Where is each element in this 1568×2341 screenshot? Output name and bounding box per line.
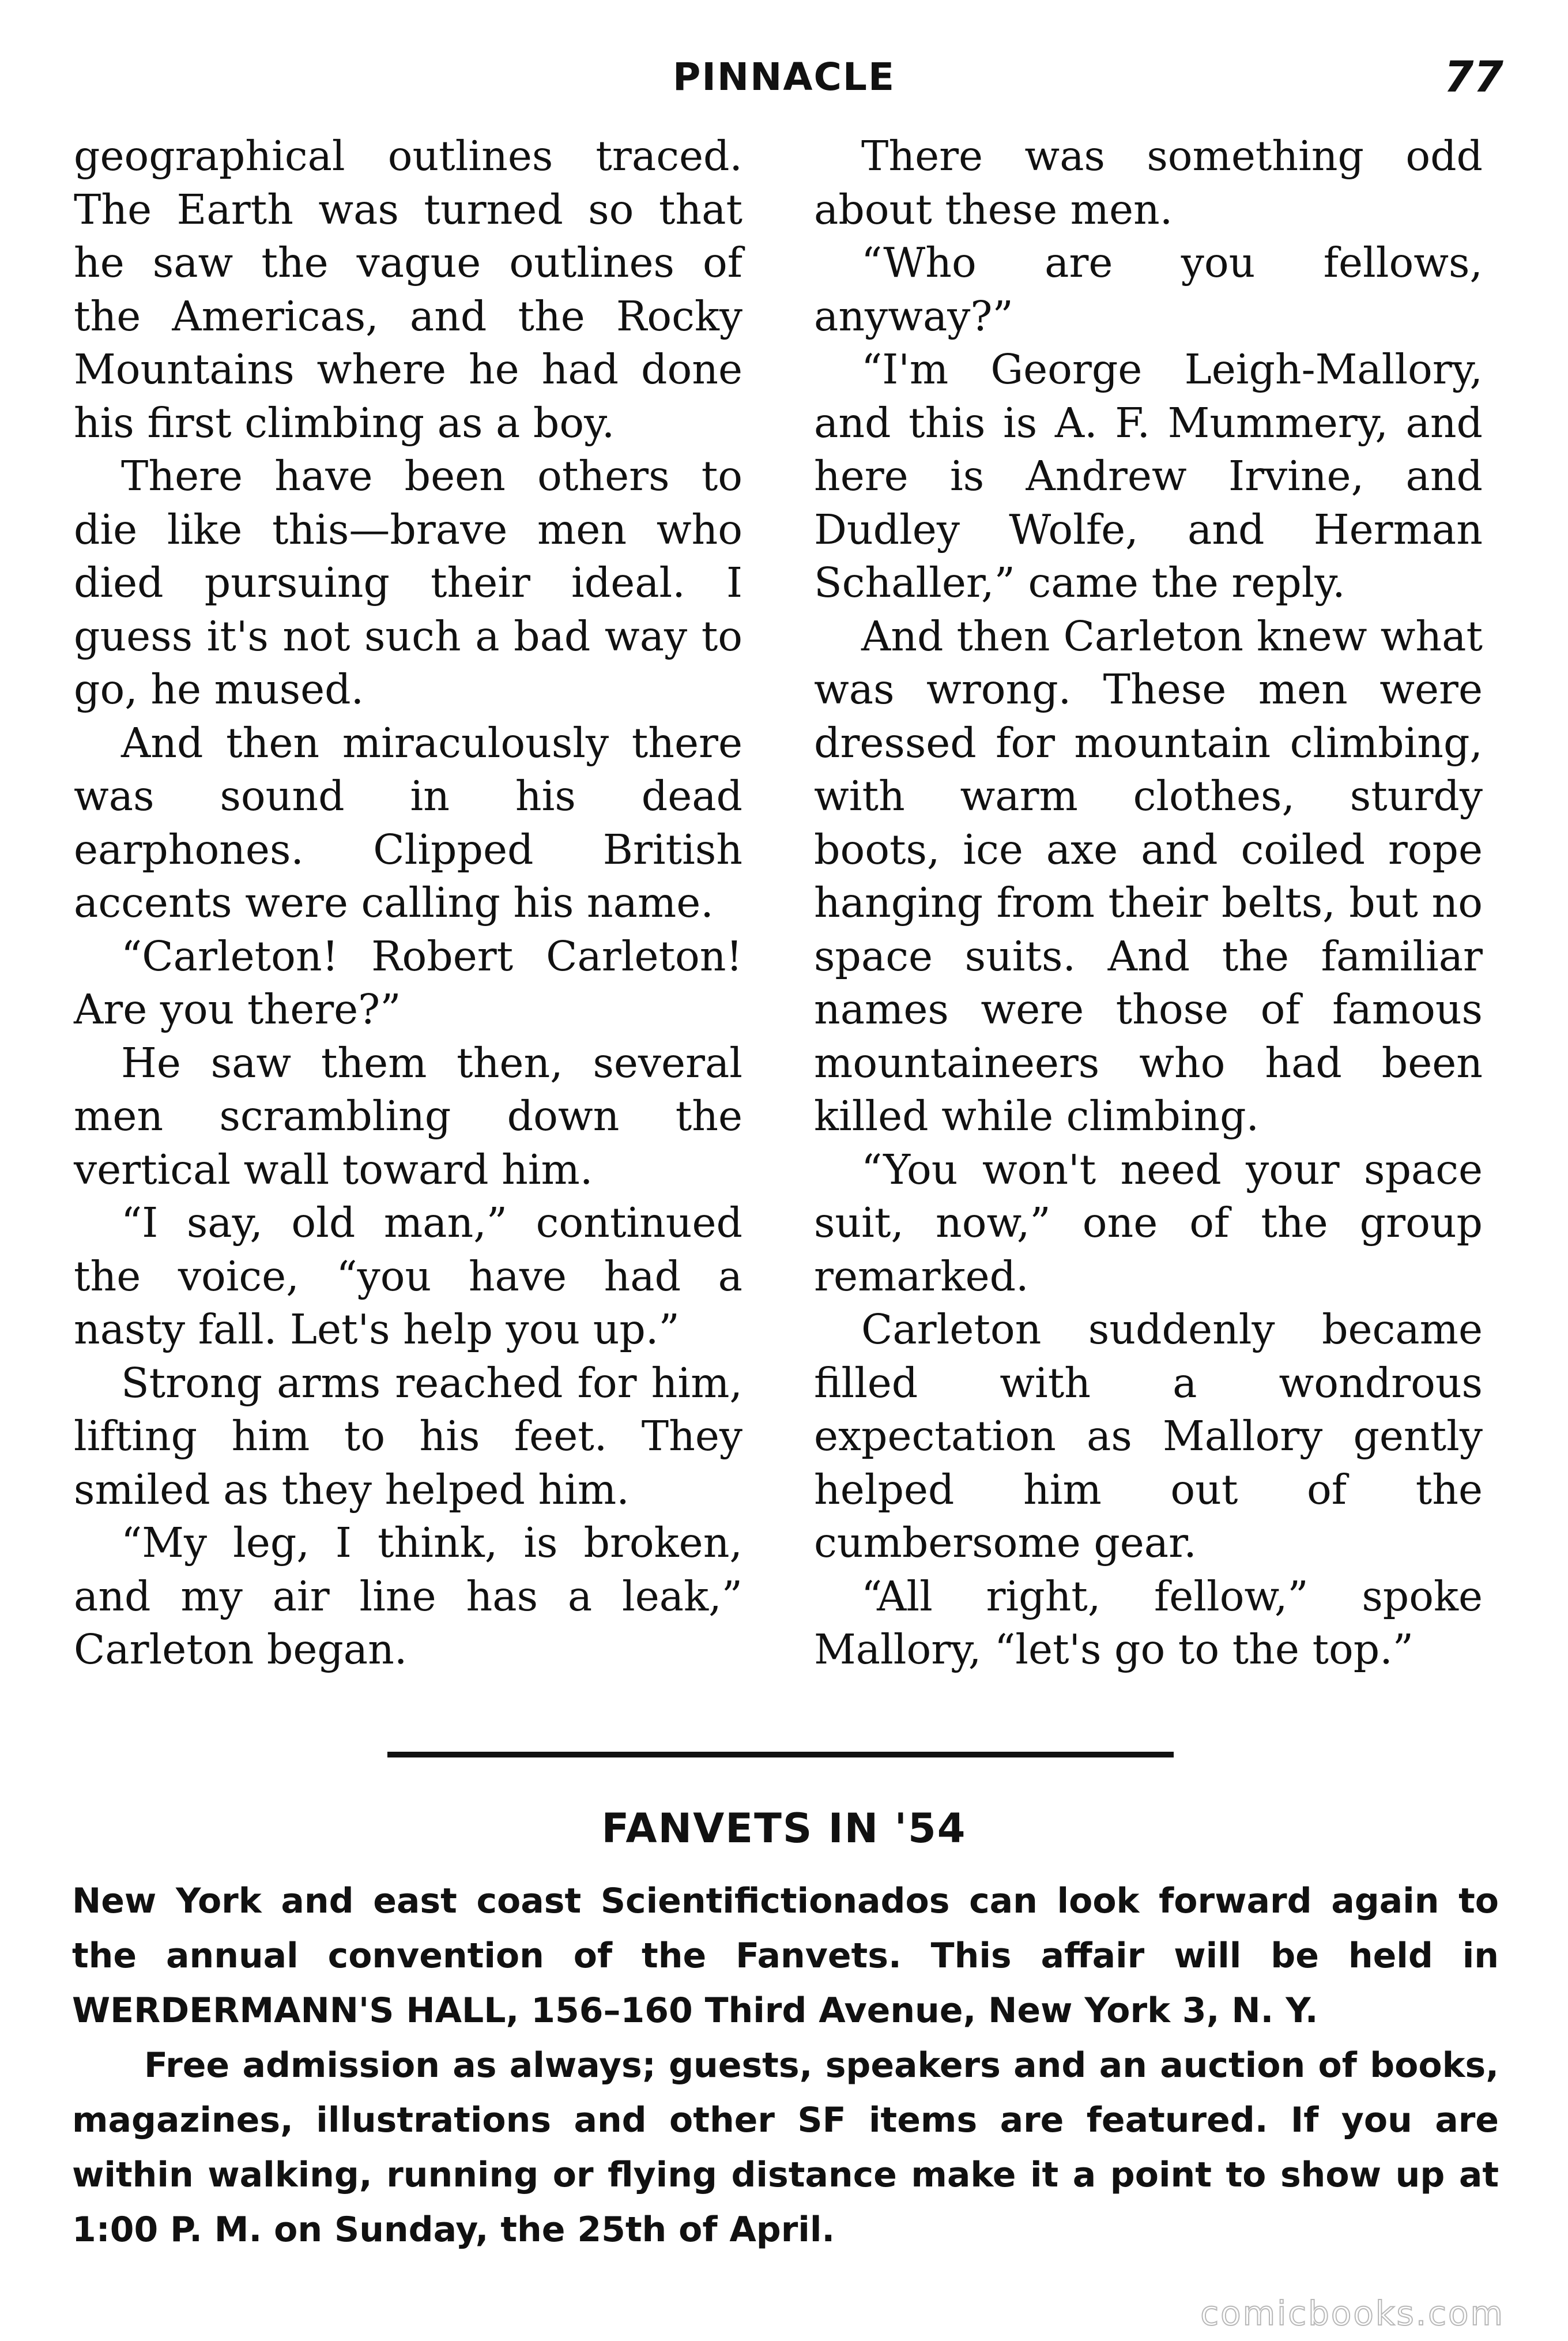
story-paragraph: Strong arms reached for him, lifting him to his feet. They smiled as they helped him. [74, 1358, 742, 1514]
notice-body [72, 1874, 1499, 2257]
watermark: comicbooks.com [1200, 2294, 1505, 2333]
story-paragraph: There have been others to die like this—brave men who died pursuing their ideal. I guess it's not such a bad way to go, he mused. [74, 452, 742, 713]
section-divider [387, 1752, 1174, 1757]
story-paragraph: And then miraculously there was sound in his dead earphones. Clipped British accents were calling his name. [74, 718, 742, 927]
story-column-left [74, 130, 742, 1677]
notice-paragraph: Free admission as always; guests, speakers and an auction of books, magazines, illustrations and other SF items are featured. If you are within walking, running or flying distance make it a point to show up at 1:00 P. M. on Sunday, the 25th of April. [72, 2045, 1499, 2250]
story-paragraph: “Who are you fellows, anyway?” [814, 239, 1483, 340]
story-paragraph: “I say, old man,” continued the voice, “you have had a nasty fall. Let's help you up.” [74, 1199, 742, 1353]
story-column-right [814, 130, 1483, 1677]
page-header [0, 52, 1568, 118]
story-paragraph: “I'm George Leigh-Mallory, and this is A. F. Mummery, and here is Andrew Irvine, and Dudley Wolfe, and Herman Schaller,” came the reply. [814, 345, 1483, 607]
running-head: PINNACLE [672, 55, 896, 99]
story-paragraph: There was something odd about these men. [814, 132, 1483, 234]
story-paragraph: “Carleton! Robert Carleton! Are you there?” [74, 932, 742, 1033]
story-paragraph: “All right, fellow,” spoke Mallory, “let's go to the top.” [814, 1572, 1483, 1673]
story-paragraph: “You won't need your space suit, now,” one of the group remarked. [814, 1145, 1483, 1300]
story-paragraph: He saw them then, several men scrambling down the vertical wall toward him. [74, 1038, 742, 1194]
notice-title: FANVETS IN '54 [601, 1805, 967, 1852]
notice-paragraph: New York and east coast Scientifictionados can look forward again to the annual convention of the Fanvets. This affair will be held in WERDERMANN'S HALL, 156–160 Third Avenue, New York 3, N. Y. [72, 1881, 1499, 2031]
story-paragraph: Carleton suddenly became filled with a wondrous expectation as Mallory gently helped him out of the cumbersome gear. [814, 1305, 1483, 1567]
story-paragraph: geographical outlines traced. The Earth was turned so that he saw the vague outlines of the Americas, and the Rocky Mountains where he had done his first climbing as a boy. [74, 132, 742, 447]
story-paragraph: And then Carleton knew what was wrong. These men were dressed for mountain climbing, with warm clothes, sturdy boots, ice axe and coiled rope hanging from their belts, but no space suits. And the familiar names were those of famous mountaineers who had been killed while climbing. [814, 612, 1483, 1140]
story-paragraph: “My leg, I think, is broken, and my air line has a leak,” Carleton began. [74, 1519, 742, 1673]
page-number: 77 [1444, 52, 1503, 102]
